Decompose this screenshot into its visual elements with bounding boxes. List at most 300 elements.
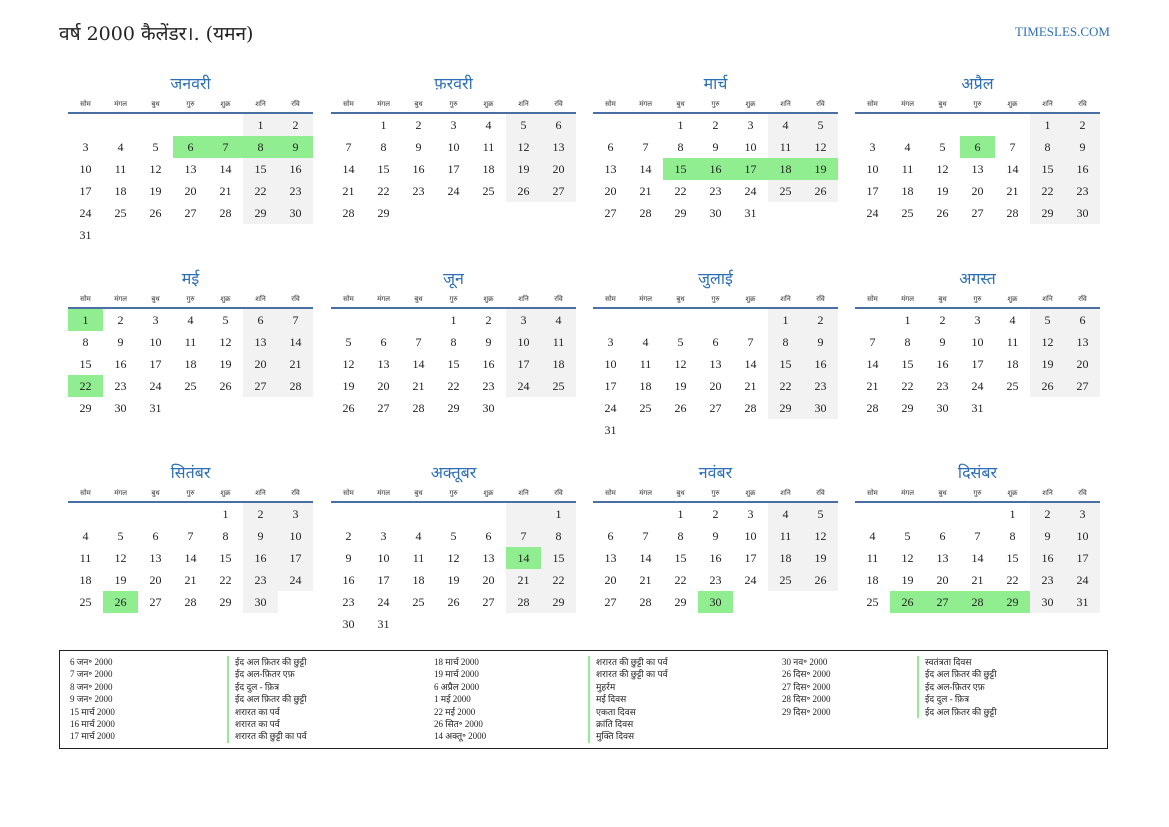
day-cell[interactable]: 2: [117, 313, 124, 327]
day-cell[interactable]: 7: [415, 335, 422, 349]
day-cell[interactable]: 14: [639, 551, 652, 565]
day-cell[interactable]: 2: [712, 118, 719, 132]
day-cell[interactable]: 19: [342, 379, 355, 393]
day-cell[interactable]: 1: [904, 313, 911, 327]
day-cell[interactable]: 6: [607, 140, 614, 154]
day-cell[interactable]: 18: [482, 162, 495, 176]
day-cell[interactable]: 22: [541, 569, 576, 591]
day-cell[interactable]: 3: [278, 503, 313, 525]
day-cell[interactable]: 21: [412, 379, 425, 393]
day-cell[interactable]: 5: [506, 114, 541, 136]
day-cell[interactable]: 28: [639, 206, 652, 220]
day-cell[interactable]: 3: [1065, 503, 1100, 525]
day-cell[interactable]: 21: [278, 353, 313, 375]
day-cell[interactable]: 19: [901, 573, 914, 587]
day-cell[interactable]: 12: [149, 162, 162, 176]
day-cell[interactable]: 14: [219, 162, 232, 176]
day-cell[interactable]: 22: [243, 180, 278, 202]
day-cell[interactable]: 29: [243, 202, 278, 224]
day-cell[interactable]: 12: [803, 525, 838, 547]
day-cell[interactable]: 6: [712, 335, 719, 349]
day-cell[interactable]: 9: [117, 335, 124, 349]
day-cell[interactable]: 20: [936, 573, 949, 587]
day-cell[interactable]: 21: [866, 379, 879, 393]
day-cell[interactable]: 24: [1065, 569, 1100, 591]
day-cell[interactable]: 26: [342, 401, 355, 415]
day-cell[interactable]: 22: [447, 379, 460, 393]
day-cell[interactable]: 8: [677, 140, 684, 154]
day-cell[interactable]: 18: [768, 158, 803, 180]
day-cell[interactable]: 22: [1006, 573, 1019, 587]
day-cell[interactable]: 13: [482, 551, 495, 565]
day-cell[interactable]: 27: [971, 206, 984, 220]
day-cell[interactable]: 17: [79, 184, 92, 198]
day-cell[interactable]: 3: [506, 309, 541, 331]
day-cell[interactable]: 10: [604, 357, 617, 371]
day-cell[interactable]: 9: [415, 140, 422, 154]
day-cell[interactable]: 28: [866, 401, 879, 415]
day-cell[interactable]: 12: [506, 136, 541, 158]
day-cell[interactable]: 26: [1030, 375, 1065, 397]
day-cell[interactable]: 16: [114, 357, 127, 371]
day-cell[interactable]: 20: [604, 573, 617, 587]
day-cell[interactable]: 5: [345, 335, 352, 349]
day-cell[interactable]: 6: [152, 529, 159, 543]
day-cell[interactable]: 27: [925, 591, 960, 613]
day-cell[interactable]: 17: [733, 158, 768, 180]
day-cell[interactable]: 30: [1030, 591, 1065, 613]
day-cell[interactable]: 4: [768, 114, 803, 136]
day-cell[interactable]: 3: [82, 140, 89, 154]
day-cell[interactable]: 20: [482, 573, 495, 587]
day-cell[interactable]: 17: [866, 184, 879, 198]
day-cell[interactable]: 9: [803, 331, 838, 353]
day-cell[interactable]: 8: [450, 335, 457, 349]
day-cell[interactable]: 11: [541, 331, 576, 353]
day-cell[interactable]: 4: [541, 309, 576, 331]
day-cell[interactable]: 10: [971, 335, 984, 349]
day-cell[interactable]: 13: [709, 357, 722, 371]
day-cell[interactable]: 12: [901, 551, 914, 565]
day-cell[interactable]: 3: [380, 529, 387, 543]
day-cell[interactable]: 30: [482, 401, 495, 415]
day-cell[interactable]: 1: [450, 313, 457, 327]
day-cell[interactable]: 5: [1030, 309, 1065, 331]
day-cell[interactable]: 17: [447, 162, 460, 176]
day-cell[interactable]: 21: [639, 184, 652, 198]
day-cell[interactable]: 24: [447, 184, 460, 198]
day-cell[interactable]: 27: [604, 595, 617, 609]
day-cell[interactable]: 29: [447, 401, 460, 415]
day-cell[interactable]: 31: [971, 401, 984, 415]
day-cell[interactable]: 4: [642, 335, 649, 349]
day-cell[interactable]: 20: [604, 184, 617, 198]
day-cell[interactable]: 10: [149, 335, 162, 349]
day-cell[interactable]: 11: [1006, 335, 1019, 349]
day-cell[interactable]: 24: [604, 401, 617, 415]
day-cell[interactable]: 4: [904, 140, 911, 154]
day-cell[interactable]: 3: [747, 118, 754, 132]
day-cell[interactable]: 29: [674, 206, 687, 220]
day-cell[interactable]: 27: [184, 206, 197, 220]
day-cell[interactable]: 14: [1006, 162, 1019, 176]
day-cell[interactable]: 9: [1065, 136, 1100, 158]
day-cell[interactable]: 11: [482, 140, 495, 154]
day-cell[interactable]: 25: [541, 375, 576, 397]
day-cell[interactable]: 31: [1065, 591, 1100, 613]
day-cell[interactable]: 10: [447, 140, 460, 154]
day-cell[interactable]: 6: [243, 309, 278, 331]
day-cell[interactable]: 11: [412, 551, 425, 565]
day-cell[interactable]: 30: [278, 202, 313, 224]
day-cell[interactable]: 9: [278, 136, 313, 158]
day-cell[interactable]: 24: [744, 184, 757, 198]
day-cell[interactable]: 26: [149, 206, 162, 220]
day-cell[interactable]: 5: [222, 313, 229, 327]
day-cell[interactable]: 26: [447, 595, 460, 609]
day-cell[interactable]: 1: [243, 114, 278, 136]
day-cell[interactable]: 26: [219, 379, 232, 393]
day-cell[interactable]: 6: [960, 136, 995, 158]
day-cell[interactable]: 28: [506, 591, 541, 613]
day-cell[interactable]: 3: [974, 313, 981, 327]
day-cell[interactable]: 1: [541, 503, 576, 525]
day-cell[interactable]: 14: [278, 331, 313, 353]
day-cell[interactable]: 19: [803, 547, 838, 569]
day-cell[interactable]: 5: [117, 529, 124, 543]
day-cell[interactable]: 28: [278, 375, 313, 397]
day-cell[interactable]: 25: [79, 595, 92, 609]
day-cell[interactable]: 21: [342, 184, 355, 198]
day-cell[interactable]: 31: [604, 423, 617, 437]
day-cell[interactable]: 7: [345, 140, 352, 154]
day-cell[interactable]: 27: [604, 206, 617, 220]
day-cell[interactable]: 27: [149, 595, 162, 609]
day-cell[interactable]: 18: [184, 357, 197, 371]
day-cell[interactable]: 7: [869, 335, 876, 349]
day-cell[interactable]: 6: [380, 335, 387, 349]
day-cell[interactable]: 11: [79, 551, 92, 565]
day-cell[interactable]: 20: [377, 379, 390, 393]
day-cell[interactable]: 16: [936, 357, 949, 371]
day-cell[interactable]: 15: [1030, 158, 1065, 180]
day-cell[interactable]: 26: [506, 180, 541, 202]
day-cell[interactable]: 22: [68, 375, 103, 397]
day-cell[interactable]: 17: [1065, 547, 1100, 569]
day-cell[interactable]: 19: [447, 573, 460, 587]
day-cell[interactable]: 8: [1030, 136, 1065, 158]
day-cell[interactable]: 19: [674, 379, 687, 393]
day-cell[interactable]: 22: [674, 184, 687, 198]
day-cell[interactable]: 6: [541, 114, 576, 136]
day-cell[interactable]: 10: [744, 140, 757, 154]
day-cell[interactable]: 3: [747, 507, 754, 521]
day-cell[interactable]: 15: [243, 158, 278, 180]
day-cell[interactable]: 29: [79, 401, 92, 415]
day-cell[interactable]: 23: [278, 180, 313, 202]
day-cell[interactable]: 2: [278, 114, 313, 136]
day-cell[interactable]: 27: [1065, 375, 1100, 397]
day-cell[interactable]: 4: [869, 529, 876, 543]
day-cell[interactable]: 7: [208, 136, 243, 158]
day-cell[interactable]: 16: [243, 547, 278, 569]
day-cell[interactable]: 20: [541, 158, 576, 180]
day-cell[interactable]: 16: [1030, 547, 1065, 569]
day-cell[interactable]: 5: [677, 335, 684, 349]
day-cell[interactable]: 10: [79, 162, 92, 176]
day-cell[interactable]: 25: [901, 206, 914, 220]
day-cell[interactable]: 18: [639, 379, 652, 393]
day-cell[interactable]: 3: [450, 118, 457, 132]
day-cell[interactable]: 2: [1065, 114, 1100, 136]
day-cell[interactable]: 19: [1030, 353, 1065, 375]
day-cell[interactable]: 26: [674, 401, 687, 415]
day-cell[interactable]: 29: [768, 397, 803, 419]
day-cell[interactable]: 6: [607, 529, 614, 543]
day-cell[interactable]: 13: [149, 551, 162, 565]
day-cell[interactable]: 30: [698, 591, 733, 613]
day-cell[interactable]: 7: [506, 525, 541, 547]
day-cell[interactable]: 8: [768, 331, 803, 353]
day-cell[interactable]: 29: [901, 401, 914, 415]
day-cell[interactable]: 24: [377, 595, 390, 609]
day-cell[interactable]: 21: [1006, 184, 1019, 198]
day-cell[interactable]: 28: [412, 401, 425, 415]
day-cell[interactable]: 7: [1009, 140, 1016, 154]
day-cell[interactable]: 12: [342, 357, 355, 371]
day-cell[interactable]: 11: [901, 162, 914, 176]
day-cell[interactable]: 28: [639, 595, 652, 609]
day-cell[interactable]: 10: [744, 529, 757, 543]
day-cell[interactable]: 8: [677, 529, 684, 543]
day-cell[interactable]: 31: [149, 401, 162, 415]
day-cell[interactable]: 13: [243, 331, 278, 353]
day-cell[interactable]: 24: [971, 379, 984, 393]
day-cell[interactable]: 22: [377, 184, 390, 198]
day-cell[interactable]: 19: [506, 158, 541, 180]
day-cell[interactable]: 5: [803, 114, 838, 136]
day-cell[interactable]: 4: [82, 529, 89, 543]
day-cell[interactable]: 20: [149, 573, 162, 587]
day-cell[interactable]: 25: [184, 379, 197, 393]
day-cell[interactable]: 20: [971, 184, 984, 198]
day-cell[interactable]: 12: [447, 551, 460, 565]
day-cell[interactable]: 3: [152, 313, 159, 327]
day-cell[interactable]: 25: [1006, 379, 1019, 393]
day-cell[interactable]: 26: [803, 569, 838, 591]
day-cell[interactable]: 17: [744, 551, 757, 565]
day-cell[interactable]: 15: [79, 357, 92, 371]
day-cell[interactable]: 13: [604, 162, 617, 176]
day-cell[interactable]: 4: [117, 140, 124, 154]
day-cell[interactable]: 11: [768, 525, 803, 547]
day-cell[interactable]: 23: [412, 184, 425, 198]
day-cell[interactable]: 17: [506, 353, 541, 375]
day-cell[interactable]: 8: [904, 335, 911, 349]
day-cell[interactable]: 7: [974, 529, 981, 543]
day-cell[interactable]: 28: [960, 591, 995, 613]
day-cell[interactable]: 29: [377, 206, 390, 220]
site-link[interactable]: TIMESLES.COM: [1015, 24, 1110, 39]
day-cell[interactable]: 13: [971, 162, 984, 176]
day-cell[interactable]: 17: [971, 357, 984, 371]
day-cell[interactable]: 17: [377, 573, 390, 587]
day-cell[interactable]: 9: [243, 525, 278, 547]
day-cell[interactable]: 8: [541, 525, 576, 547]
day-cell[interactable]: 29: [219, 595, 232, 609]
day-cell[interactable]: 28: [1006, 206, 1019, 220]
day-cell[interactable]: 7: [747, 335, 754, 349]
day-cell[interactable]: 30: [803, 397, 838, 419]
day-cell[interactable]: 29: [1030, 202, 1065, 224]
day-cell[interactable]: 2: [345, 529, 352, 543]
day-cell[interactable]: 30: [936, 401, 949, 415]
day-cell[interactable]: 3: [869, 140, 876, 154]
day-cell[interactable]: 27: [243, 375, 278, 397]
day-cell[interactable]: 18: [541, 353, 576, 375]
day-cell[interactable]: 5: [152, 140, 159, 154]
day-cell[interactable]: 30: [243, 591, 278, 613]
day-cell[interactable]: 24: [149, 379, 162, 393]
day-cell[interactable]: 28: [219, 206, 232, 220]
day-cell[interactable]: 11: [866, 551, 879, 565]
day-cell[interactable]: 22: [901, 379, 914, 393]
day-cell[interactable]: 23: [709, 573, 722, 587]
day-cell[interactable]: 11: [184, 335, 197, 349]
day-cell[interactable]: 23: [482, 379, 495, 393]
day-cell[interactable]: 29: [541, 591, 576, 613]
day-cell[interactable]: 8: [1009, 529, 1016, 543]
day-cell[interactable]: 13: [604, 551, 617, 565]
day-cell[interactable]: 8: [380, 140, 387, 154]
day-cell[interactable]: 22: [768, 375, 803, 397]
day-cell[interactable]: 1: [68, 309, 103, 331]
day-cell[interactable]: 22: [674, 573, 687, 587]
day-cell[interactable]: 5: [450, 529, 457, 543]
day-cell[interactable]: 24: [866, 206, 879, 220]
day-cell[interactable]: 30: [1065, 202, 1100, 224]
day-cell[interactable]: 23: [709, 184, 722, 198]
day-cell[interactable]: 10: [377, 551, 390, 565]
day-cell[interactable]: 6: [939, 529, 946, 543]
day-cell[interactable]: 10: [866, 162, 879, 176]
day-cell[interactable]: 13: [184, 162, 197, 176]
day-cell[interactable]: 4: [485, 118, 492, 132]
day-cell[interactable]: 20: [709, 379, 722, 393]
day-cell[interactable]: 5: [939, 140, 946, 154]
day-cell[interactable]: 29: [995, 591, 1030, 613]
day-cell[interactable]: 25: [482, 184, 495, 198]
day-cell[interactable]: 25: [768, 569, 803, 591]
day-cell[interactable]: 7: [187, 529, 194, 543]
day-cell[interactable]: 6: [485, 529, 492, 543]
day-cell[interactable]: 23: [114, 379, 127, 393]
day-cell[interactable]: 1: [1030, 114, 1065, 136]
day-cell[interactable]: 15: [377, 162, 390, 176]
day-cell[interactable]: 1: [1009, 507, 1016, 521]
day-cell[interactable]: 8: [222, 529, 229, 543]
day-cell[interactable]: 26: [103, 591, 138, 613]
day-cell[interactable]: 11: [114, 162, 127, 176]
day-cell[interactable]: 12: [674, 357, 687, 371]
day-cell[interactable]: 25: [412, 595, 425, 609]
day-cell[interactable]: 18: [866, 573, 879, 587]
day-cell[interactable]: 12: [114, 551, 127, 565]
day-cell[interactable]: 2: [415, 118, 422, 132]
day-cell[interactable]: 5: [904, 529, 911, 543]
day-cell[interactable]: 4: [187, 313, 194, 327]
day-cell[interactable]: 16: [342, 573, 355, 587]
day-cell[interactable]: 11: [768, 136, 803, 158]
day-cell[interactable]: 2: [485, 313, 492, 327]
day-cell[interactable]: 25: [114, 206, 127, 220]
day-cell[interactable]: 23: [936, 379, 949, 393]
day-cell[interactable]: 2: [939, 313, 946, 327]
day-cell[interactable]: 19: [936, 184, 949, 198]
day-cell[interactable]: 15: [219, 551, 232, 565]
day-cell[interactable]: 12: [936, 162, 949, 176]
day-cell[interactable]: 1: [677, 118, 684, 132]
day-cell[interactable]: 15: [663, 158, 698, 180]
day-cell[interactable]: 10: [278, 525, 313, 547]
day-cell[interactable]: 10: [506, 331, 541, 353]
day-cell[interactable]: 10: [1065, 525, 1100, 547]
day-cell[interactable]: 4: [415, 529, 422, 543]
day-cell[interactable]: 31: [79, 228, 92, 242]
day-cell[interactable]: 25: [639, 401, 652, 415]
day-cell[interactable]: 15: [901, 357, 914, 371]
day-cell[interactable]: 1: [768, 309, 803, 331]
day-cell[interactable]: 27: [377, 401, 390, 415]
day-cell[interactable]: 4: [1009, 313, 1016, 327]
day-cell[interactable]: 23: [243, 569, 278, 591]
day-cell[interactable]: 31: [744, 206, 757, 220]
day-cell[interactable]: 18: [1006, 357, 1019, 371]
day-cell[interactable]: 6: [1065, 309, 1100, 331]
day-cell[interactable]: 7: [642, 140, 649, 154]
day-cell[interactable]: 26: [803, 180, 838, 202]
day-cell[interactable]: 21: [219, 184, 232, 198]
day-cell[interactable]: 14: [971, 551, 984, 565]
day-cell[interactable]: 23: [1065, 180, 1100, 202]
day-cell[interactable]: 22: [1030, 180, 1065, 202]
day-cell[interactable]: 24: [79, 206, 92, 220]
day-cell[interactable]: 14: [506, 547, 541, 569]
day-cell[interactable]: 24: [278, 569, 313, 591]
day-cell[interactable]: 28: [342, 206, 355, 220]
day-cell[interactable]: 9: [712, 140, 719, 154]
day-cell[interactable]: 30: [114, 401, 127, 415]
day-cell[interactable]: 3: [607, 335, 614, 349]
day-cell[interactable]: 14: [639, 162, 652, 176]
day-cell[interactable]: 4: [768, 503, 803, 525]
day-cell[interactable]: 23: [342, 595, 355, 609]
day-cell[interactable]: 24: [744, 573, 757, 587]
day-cell[interactable]: 22: [219, 573, 232, 587]
day-cell[interactable]: 16: [709, 551, 722, 565]
day-cell[interactable]: 1: [380, 118, 387, 132]
day-cell[interactable]: 21: [971, 573, 984, 587]
day-cell[interactable]: 16: [278, 158, 313, 180]
day-cell[interactable]: 27: [709, 401, 722, 415]
day-cell[interactable]: 18: [79, 573, 92, 587]
day-cell[interactable]: 16: [412, 162, 425, 176]
day-cell[interactable]: 9: [485, 335, 492, 349]
day-cell[interactable]: 15: [768, 353, 803, 375]
day-cell[interactable]: 31: [377, 617, 390, 631]
day-cell[interactable]: 2: [1030, 503, 1065, 525]
day-cell[interactable]: 6: [173, 136, 208, 158]
